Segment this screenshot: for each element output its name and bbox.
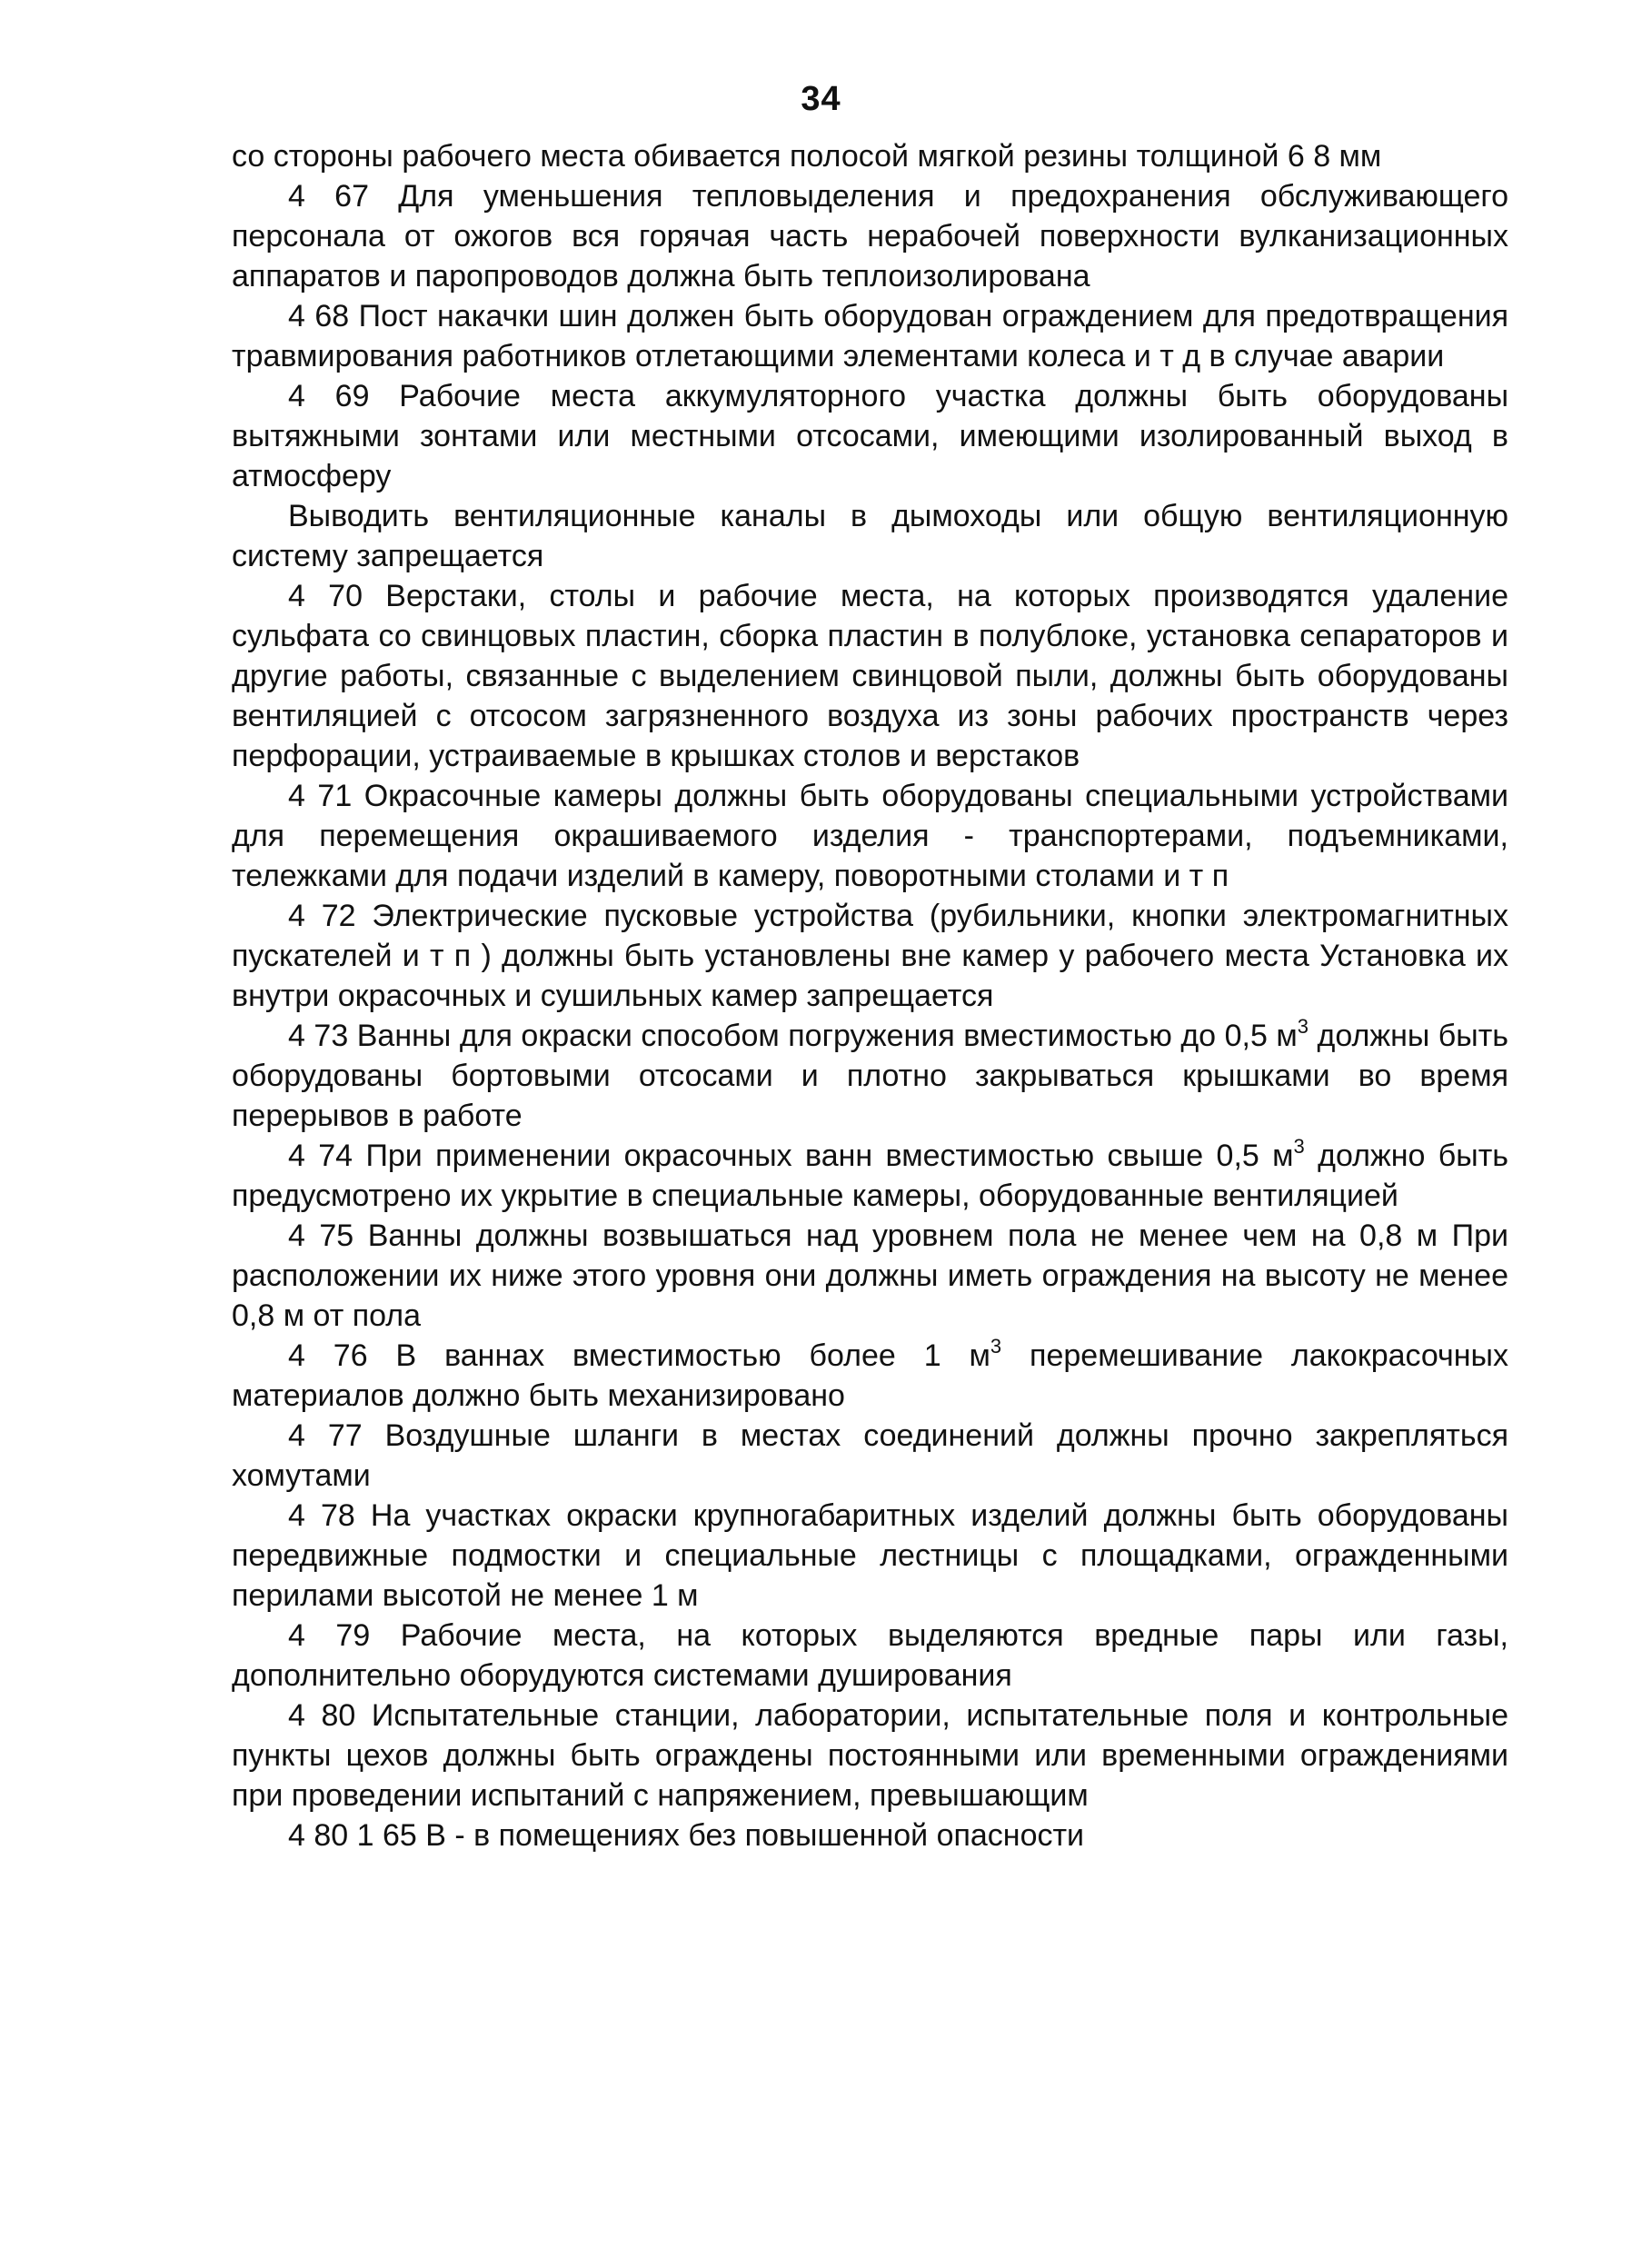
paragraph bbox=[232, 376, 1508, 496]
paragraph-text: Выводить вентиляционные каналы в дымоходы или общую вентиляционную систему запрещается bbox=[232, 499, 1508, 573]
paragraph-text: со стороны рабочего места обивается полосой мягкой резины толщиной 6 8 мм bbox=[232, 139, 1382, 174]
paragraph bbox=[232, 1416, 1508, 1496]
body-text bbox=[232, 136, 1508, 1855]
paragraph-text: 4 72 Электрические пусковые устройства (рубильники, кнопки электромагнитных пускателей и т п ) должны быть установлены вне камер у рабочего места Установка их внутри окрасочных и сушильных камер запрещается bbox=[232, 899, 1508, 1013]
paragraph bbox=[232, 1336, 1508, 1416]
paragraph bbox=[232, 1696, 1508, 1815]
paragraph-text: 4 69 Рабочие места аккумуляторного участка должны быть оборудованы вытяжными зонтами или местными отсосами, имеющими изолированный выход в атмосферу bbox=[232, 379, 1508, 493]
paragraph-text: 4 80 Испытательные станции, лаборатории, испытательные поля и контрольные пункты цехов должны быть ограждены постоянными или временными ограждениями при проведении испытаний с напряжением, превышающим bbox=[232, 1698, 1508, 1813]
paragraph-text: 4 71 Окрасочные камеры должны быть оборудованы специальными устройствами для перемещения окрашиваемого изделия - транспортерами, подъемниками, тележками для подачи изделий в камеру, поворотными столами и т п bbox=[232, 779, 1508, 893]
superscript: 3 bbox=[1297, 1014, 1309, 1038]
paragraph-text: 4 77 Воздушные шланги в местах соединений должны прочно закрепляться хомутами bbox=[232, 1418, 1508, 1493]
paragraph bbox=[232, 136, 1508, 176]
superscript: 3 bbox=[1293, 1134, 1305, 1158]
paragraph bbox=[232, 776, 1508, 896]
paragraph bbox=[232, 296, 1508, 376]
paragraph bbox=[232, 1136, 1508, 1216]
superscript: 3 bbox=[990, 1334, 1002, 1358]
paragraph bbox=[232, 1216, 1508, 1336]
paragraph-text: 4 78 На участках окраски крупногабаритных изделий должны быть оборудованы передвижные подмостки и специальные лестницы с площадками, огражденными перилами высотой не менее 1 м bbox=[232, 1498, 1508, 1613]
paragraph bbox=[232, 1815, 1508, 1855]
paragraph-text: 4 75 Ванны должны возвышаться над уровнем пола не менее чем на 0,8 м При расположении их ниже этого уровня они должны иметь ограждения на высоту не менее 0,8 м от пола bbox=[232, 1219, 1508, 1333]
paragraph-text: перемешивание лакокрасочных материалов должно быть механизировано bbox=[232, 1338, 1508, 1413]
paragraph-text: 4 76 В ваннах вместимостью более 1 м bbox=[288, 1338, 990, 1373]
paragraph-text: 4 80 1 65 В - в помещениях без повышенной опасности bbox=[288, 1818, 1085, 1853]
paragraph bbox=[232, 176, 1508, 296]
paragraph bbox=[232, 896, 1508, 1016]
paragraph-text: 4 74 При применении окрасочных ванн вместимостью свыше 0,5 м bbox=[288, 1139, 1294, 1173]
paragraph-text: 4 67 Для уменьшения тепловыделения и предохранения обслуживающего персонала от ожогов вся горячая часть нерабочей поверхности вулканизационных аппаратов и паропроводов должна быть теплоизолирована bbox=[232, 179, 1508, 293]
paragraph-text: должно быть предусмотрено их укрытие в специальные камеры, оборудованные вентиляцией bbox=[232, 1139, 1508, 1213]
paragraph bbox=[232, 496, 1508, 576]
paragraph bbox=[232, 576, 1508, 776]
paragraph bbox=[232, 1616, 1508, 1696]
paragraph-text: 4 68 Пост накачки шин должен быть оборудован ограждением для предотвращения травмирования работников отлетающими элементами колеса и т д в случае аварии bbox=[232, 299, 1508, 373]
paragraph bbox=[232, 1016, 1508, 1136]
page-number: 34 bbox=[801, 80, 841, 118]
paragraph bbox=[232, 1496, 1508, 1616]
paragraph-text: 4 70 Верстаки, столы и рабочие места, на которых производятся удаление сульфата со свинцовых пластин, сборка пластин в полублоке, установка сепараторов и другие работы, связанные с выделением свинцовой пыли, должны быть оборудованы вентиляцией с отсосом загрязненного воздуха из зоны рабочих пространств через перфорации, устраиваемые в крышках столов и верстаков bbox=[232, 579, 1508, 773]
paragraph-text: 4 73 Ванны для окраски способом погружения вместимостью до 0,5 м bbox=[288, 1019, 1298, 1053]
paragraph-text: 4 79 Рабочие места, на которых выделяются вредные пары или газы, дополнительно оборудуются системами душирования bbox=[232, 1618, 1508, 1693]
paragraph-text: должны быть оборудованы бортовыми отсосами и плотно закрываться крышками во время перерывов в работе bbox=[232, 1019, 1508, 1133]
